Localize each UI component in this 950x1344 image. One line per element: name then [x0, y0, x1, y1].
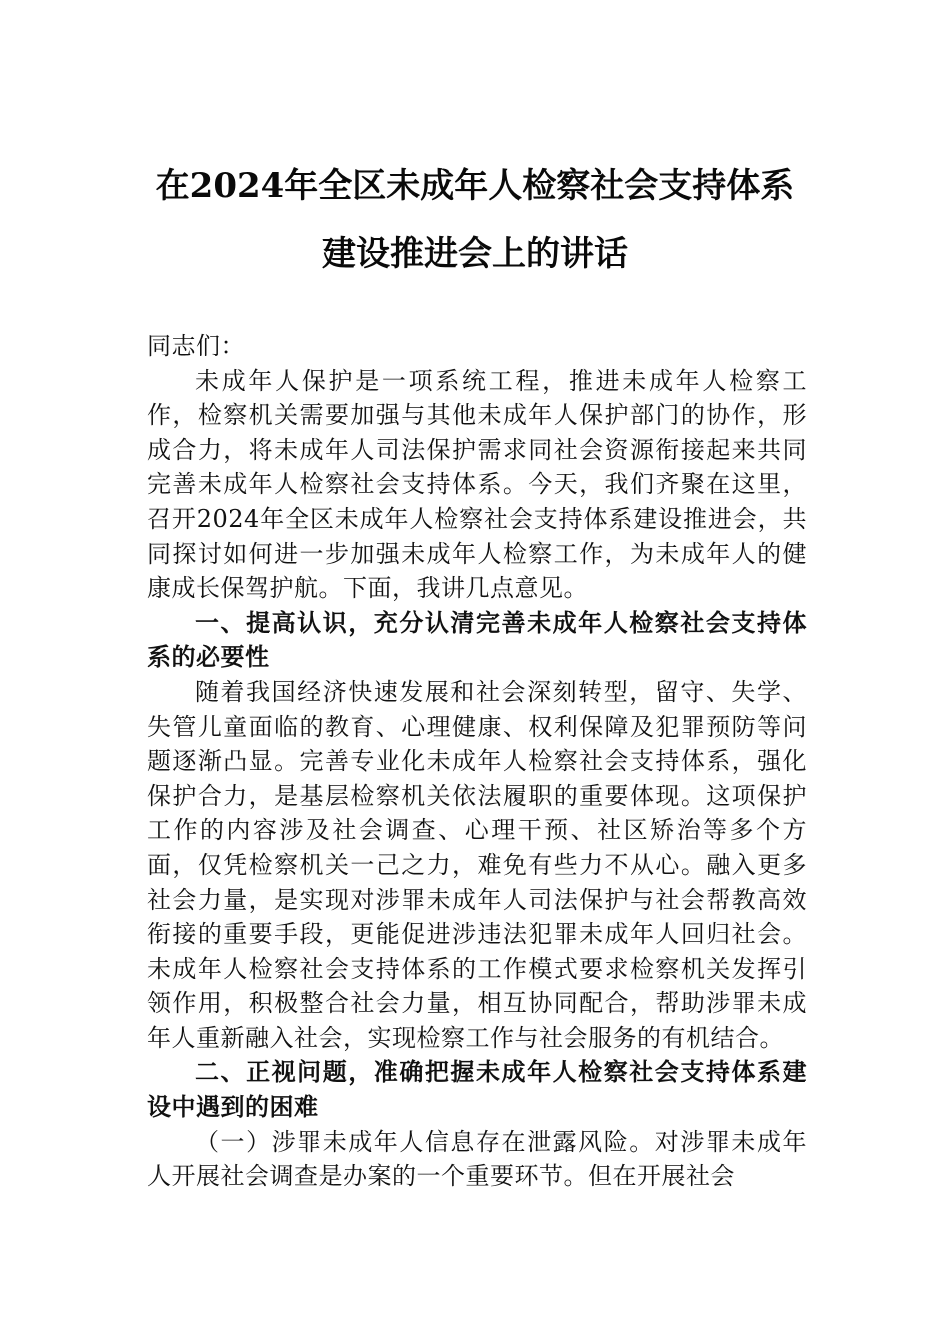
section-2-subsection-1-paragraph: （一）涉罪未成年人信息存在泄露风险。对涉罪未成年人开展社会调查是办案的一个重要环节。但在开展社会: [147, 1127, 807, 1191]
document-title-line-1: 在2024年全区未成年人检察社会支持体系: [155, 166, 795, 206]
document-title-line-2: 建设推进会上的讲话: [322, 234, 628, 274]
salutation: 同志们：: [147, 332, 245, 360]
intro-paragraph: 未成年人保护是一项系统工程，推进未成年人检察工作，检察机关需要加强与其他未成年人保护部门的协作，形成合力，将未成年人司法保护需求同社会资源衔接起来共同完善未成年人检察社会支持体系。今天，我们齐聚在这里，召开2024年全区未成年人检察社会支持体系建设推进会，共同探讨如何进一步加强未成年人检察工作，为未成年人的健康成长保驾护航。下面，我讲几点意见。: [147, 366, 807, 603]
document-body: [147, 329, 807, 1194]
section-1-heading: 一、提高认识，充分认清完善未成年人检察社会支持体系的必要性: [147, 608, 807, 672]
section-1-paragraph: 随着我国经济快速发展和社会深刻转型，留守、失学、失管儿童面临的教育、心理健康、权利保障及犯罪预防等问题逐渐凸显。完善专业化未成年人检察社会支持体系，强化保护合力，是基层检察机关依法履职的重要体现。这项保护工作的内容涉及社会调查、心理干预、社区矫治等多个方面，仅凭检察机关一己之力，难免有些力不从心。融入更多社会力量，是实现对涉罪未成年人司法保护与社会帮教高效衔接的重要手段，更能促进涉违法犯罪未成年人回归社会。未成年人检察社会支持体系的工作模式要求检察机关发挥引领作用，积极整合社会力量，相互协同配合，帮助涉罪未成年人重新融入社会，实现检察工作与社会服务的有机结合。: [147, 677, 807, 1052]
section-2-heading: 二、正视问题，准确把握未成年人检察社会支持体系建设中遇到的困难: [147, 1058, 807, 1122]
